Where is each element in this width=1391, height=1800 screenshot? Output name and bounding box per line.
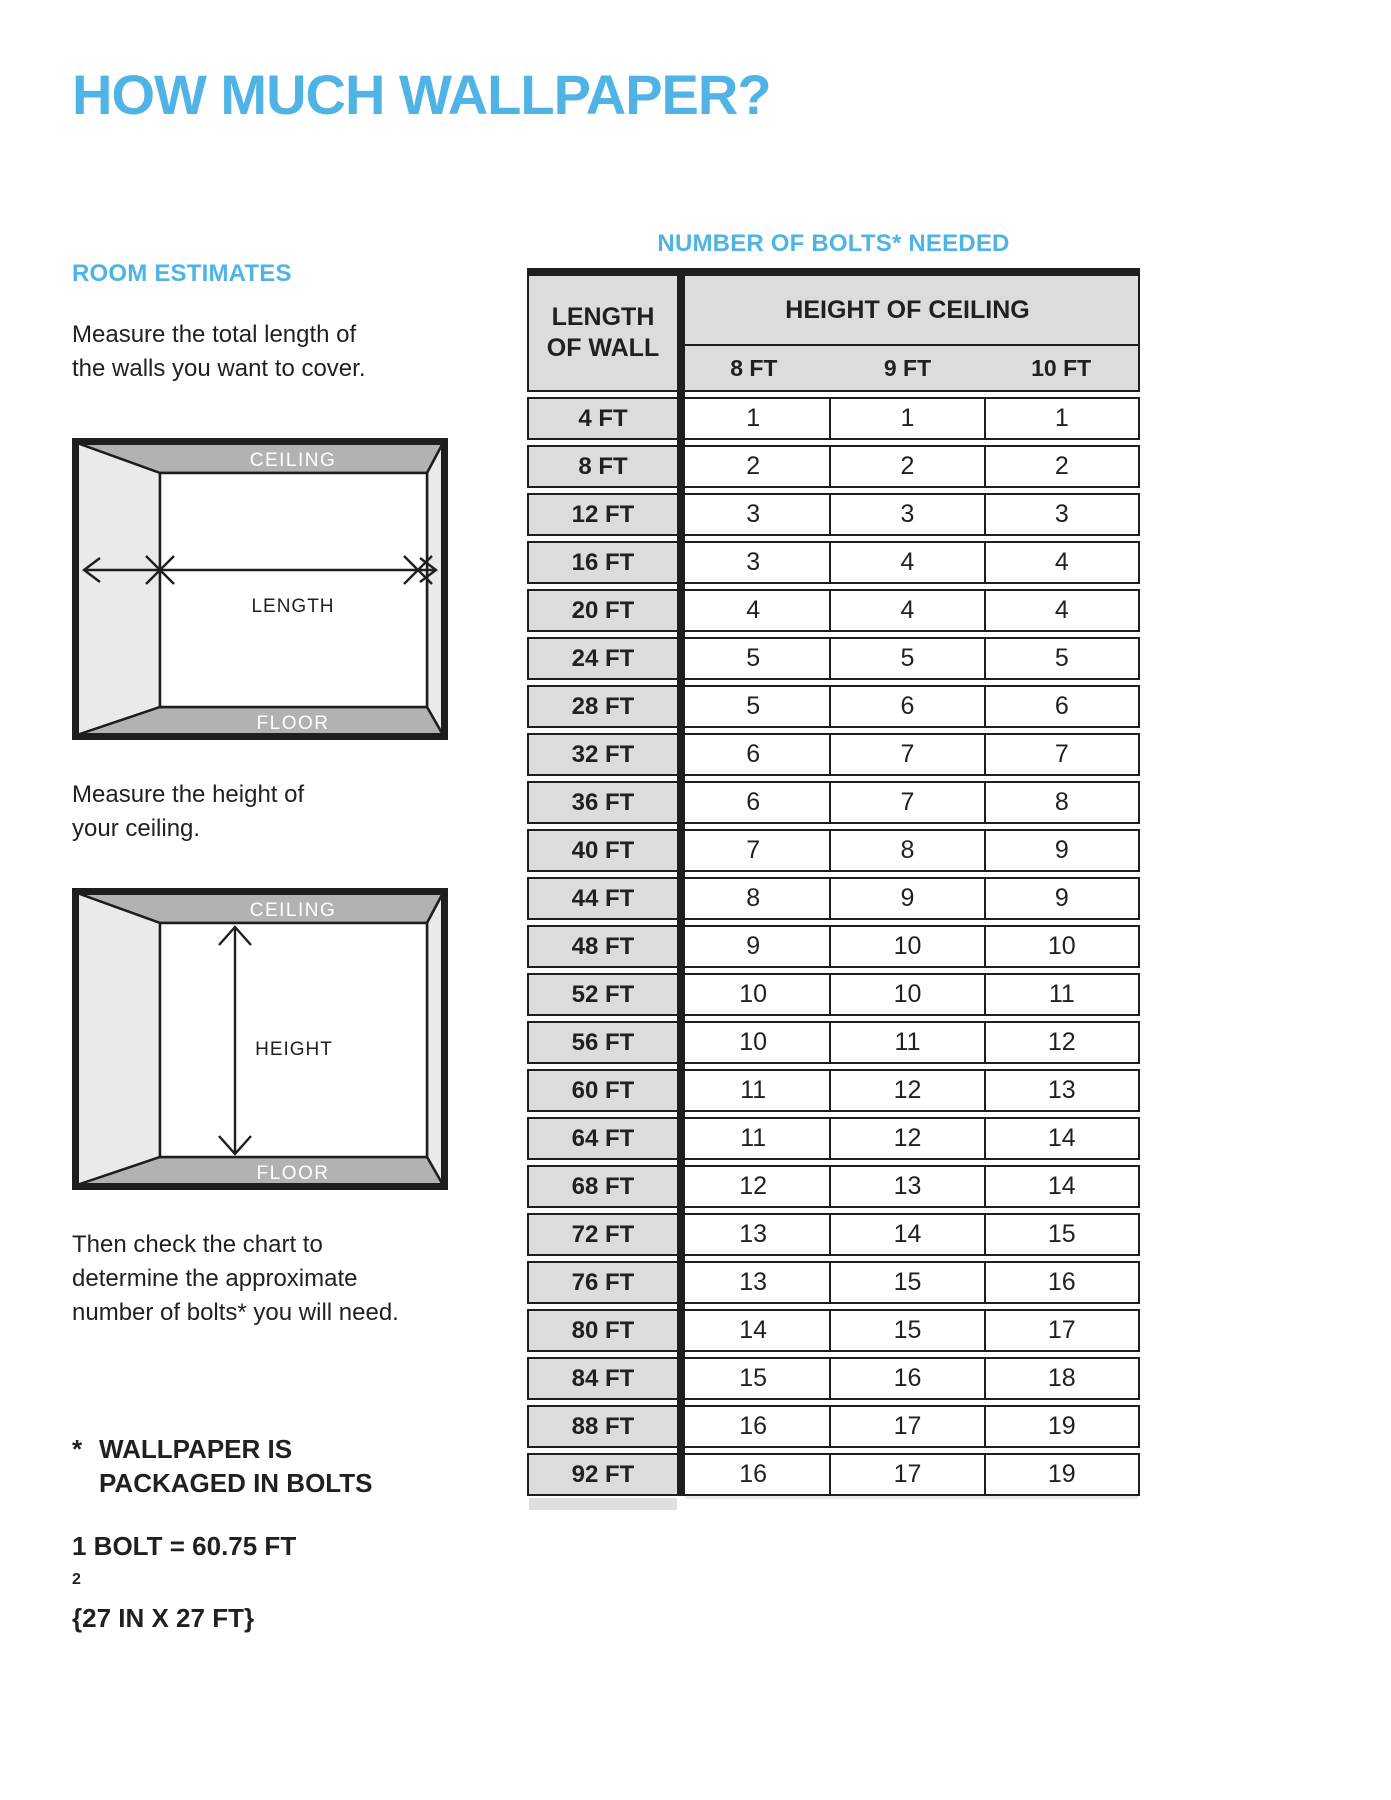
column-header: 8 FT bbox=[730, 354, 778, 381]
bolt-equation bbox=[72, 1530, 296, 1602]
table-row bbox=[527, 1117, 1140, 1160]
cell: 2 bbox=[986, 445, 1140, 488]
cell: 16 bbox=[677, 1453, 831, 1496]
cell: 14 bbox=[831, 1213, 985, 1256]
cell: 2 bbox=[831, 445, 985, 488]
cell: 7 bbox=[831, 781, 985, 824]
cell: 9 bbox=[677, 925, 831, 968]
column-headers bbox=[677, 276, 1140, 392]
table-row bbox=[527, 1213, 1140, 1256]
cell: 19 bbox=[986, 1405, 1140, 1448]
cell: 7 bbox=[677, 829, 831, 872]
cell: 6 bbox=[986, 685, 1140, 728]
table-row bbox=[527, 637, 1140, 680]
table-row bbox=[527, 1165, 1140, 1208]
table-row bbox=[527, 1261, 1140, 1304]
cell: 10 bbox=[831, 973, 985, 1016]
row-label: 80 FT bbox=[527, 1309, 677, 1352]
bolt-equation-superscript: 2 bbox=[72, 1571, 81, 1588]
footnote-line: PACKAGED IN BOLTS bbox=[99, 1468, 373, 1498]
bolts-table bbox=[527, 268, 1140, 1496]
table-row bbox=[527, 493, 1140, 536]
column-header: 9 FT bbox=[883, 354, 932, 381]
row-label: 4 FT bbox=[527, 397, 677, 440]
cell: 13 bbox=[831, 1165, 985, 1208]
cell: 11 bbox=[831, 1021, 985, 1064]
cell: 14 bbox=[986, 1165, 1140, 1208]
cell: 10 bbox=[677, 973, 831, 1016]
instruction-step-2 bbox=[72, 778, 304, 846]
row-label: 72 FT bbox=[527, 1213, 677, 1256]
cell: 1 bbox=[831, 397, 985, 440]
table-bottom-shadow bbox=[685, 1496, 1138, 1499]
left-wall-face bbox=[77, 893, 160, 1185]
cell: 1 bbox=[677, 397, 831, 440]
table-row bbox=[527, 1453, 1140, 1496]
cell: 8 bbox=[831, 829, 985, 872]
bolt-equation-text: 1 BOLT = 60.75 FT bbox=[72, 1531, 297, 1561]
cell: 12 bbox=[831, 1069, 985, 1112]
page-title: HOW MUCH WALLPAPER? bbox=[72, 63, 771, 126]
row-label: 92 FT bbox=[527, 1453, 677, 1496]
cell: 14 bbox=[677, 1309, 831, 1352]
cell: 14 bbox=[986, 1117, 1140, 1160]
instruction-step-3 bbox=[72, 1228, 399, 1330]
floor-label: FLOOR bbox=[256, 713, 330, 734]
table-thick-divider bbox=[677, 268, 685, 1496]
bolts-table-heading: NUMBER OF BOLTS* NEEDED bbox=[657, 230, 1010, 257]
cell: 16 bbox=[986, 1261, 1140, 1304]
row-label: 20 FT bbox=[527, 589, 677, 632]
table-row bbox=[527, 1069, 1140, 1112]
row-label: 68 FT bbox=[527, 1165, 677, 1208]
cell: 4 bbox=[986, 589, 1140, 632]
row-label: 8 FT bbox=[527, 445, 677, 488]
floor-label: FLOOR bbox=[256, 1163, 330, 1184]
instruction-line: Measure the height of bbox=[72, 781, 305, 808]
cell: 7 bbox=[986, 733, 1140, 776]
cell: 6 bbox=[677, 781, 831, 824]
instruction-line: number of bolts* you will need. bbox=[72, 1299, 399, 1326]
row-label: 76 FT bbox=[527, 1261, 677, 1304]
cell: 7 bbox=[831, 733, 985, 776]
row-label: 52 FT bbox=[527, 973, 677, 1016]
cell: 3 bbox=[677, 541, 831, 584]
wallpaper-bolts-footnote bbox=[72, 1432, 372, 1500]
column-header-row bbox=[677, 346, 1138, 392]
row-label: 28 FT bbox=[527, 685, 677, 728]
table-row bbox=[527, 1021, 1140, 1064]
back-wall-face bbox=[160, 473, 427, 707]
asterisk: * bbox=[72, 1434, 83, 1464]
cell: 3 bbox=[986, 493, 1140, 536]
instruction-line: determine the approximate bbox=[72, 1265, 358, 1292]
cell: 11 bbox=[677, 1069, 831, 1112]
table-row bbox=[527, 1405, 1140, 1448]
cell: 15 bbox=[677, 1357, 831, 1400]
row-label: 36 FT bbox=[527, 781, 677, 824]
cell: 15 bbox=[831, 1309, 985, 1352]
row-header-line: LENGTH bbox=[551, 303, 655, 331]
cell: 2 bbox=[677, 445, 831, 488]
instruction-line: the walls you want to cover. bbox=[72, 355, 366, 382]
row-label: 64 FT bbox=[527, 1117, 677, 1160]
cell: 6 bbox=[831, 685, 985, 728]
table-row bbox=[527, 1357, 1140, 1400]
table-row bbox=[527, 781, 1140, 824]
cell: 10 bbox=[677, 1021, 831, 1064]
cell: 15 bbox=[831, 1261, 985, 1304]
right-wall-face bbox=[427, 443, 443, 735]
cell: 4 bbox=[831, 541, 985, 584]
table-row bbox=[527, 829, 1140, 872]
column-header: 10 FT bbox=[1031, 354, 1092, 381]
cell: 4 bbox=[677, 589, 831, 632]
length-diagram bbox=[72, 438, 448, 740]
height-dimension-label: HEIGHT bbox=[255, 1039, 333, 1060]
table-row bbox=[527, 589, 1140, 632]
row-label: 48 FT bbox=[527, 925, 677, 968]
cell: 5 bbox=[831, 637, 985, 680]
cell: 8 bbox=[986, 781, 1140, 824]
table-row bbox=[527, 445, 1140, 488]
table-row bbox=[527, 925, 1140, 968]
cell: 11 bbox=[986, 973, 1140, 1016]
right-wall-face bbox=[427, 893, 443, 1185]
cell: 9 bbox=[986, 877, 1140, 920]
row-label: 32 FT bbox=[527, 733, 677, 776]
cell: 10 bbox=[831, 925, 985, 968]
footnote-line: WALLPAPER IS bbox=[99, 1434, 293, 1464]
row-label: 60 FT bbox=[527, 1069, 677, 1112]
cell: 5 bbox=[986, 637, 1140, 680]
instruction-step-1 bbox=[72, 318, 365, 386]
height-diagram bbox=[72, 888, 448, 1190]
cell: 3 bbox=[831, 493, 985, 536]
table-row bbox=[527, 973, 1140, 1016]
cell: 16 bbox=[831, 1357, 985, 1400]
table-header bbox=[527, 276, 1140, 392]
row-label: 12 FT bbox=[527, 493, 677, 536]
row-label: 40 FT bbox=[527, 829, 677, 872]
instruction-line: Measure the total length of bbox=[72, 321, 357, 348]
table-row bbox=[527, 733, 1140, 776]
column-group-header: HEIGHT OF CEILING bbox=[677, 276, 1138, 346]
cell: 17 bbox=[831, 1405, 985, 1448]
cell: 13 bbox=[677, 1213, 831, 1256]
cell: 13 bbox=[677, 1261, 831, 1304]
table-bottom-stub bbox=[529, 1498, 677, 1510]
instruction-line: Then check the chart to bbox=[72, 1231, 323, 1258]
cell: 1 bbox=[986, 397, 1140, 440]
cell: 3 bbox=[677, 493, 831, 536]
cell: 10 bbox=[986, 925, 1140, 968]
cell: 15 bbox=[986, 1213, 1140, 1256]
cell: 9 bbox=[986, 829, 1140, 872]
table-top-bar bbox=[527, 268, 1140, 276]
row-group-header bbox=[527, 276, 677, 392]
row-label: 56 FT bbox=[527, 1021, 677, 1064]
cell: 8 bbox=[677, 877, 831, 920]
table-row bbox=[527, 541, 1140, 584]
cell: 5 bbox=[677, 685, 831, 728]
cell: 13 bbox=[986, 1069, 1140, 1112]
row-label: 84 FT bbox=[527, 1357, 677, 1400]
cell: 11 bbox=[677, 1117, 831, 1160]
cell: 16 bbox=[677, 1405, 831, 1448]
cell: 12 bbox=[831, 1117, 985, 1160]
cell: 18 bbox=[986, 1357, 1140, 1400]
cell: 17 bbox=[986, 1309, 1140, 1352]
ceiling-label: CEILING bbox=[249, 900, 337, 921]
table-row bbox=[527, 397, 1140, 440]
row-label: 24 FT bbox=[527, 637, 677, 680]
instruction-line: your ceiling. bbox=[72, 815, 201, 842]
bolt-size-note bbox=[72, 1530, 296, 1635]
ceiling-label: CEILING bbox=[249, 450, 337, 471]
cell: 4 bbox=[831, 589, 985, 632]
row-label: 88 FT bbox=[527, 1405, 677, 1448]
cell: 12 bbox=[986, 1021, 1140, 1064]
cell: 9 bbox=[831, 877, 985, 920]
table-row bbox=[527, 685, 1140, 728]
left-wall-face bbox=[77, 443, 160, 735]
cell: 4 bbox=[986, 541, 1140, 584]
length-dimension-label: LENGTH bbox=[251, 596, 335, 617]
cell: 17 bbox=[831, 1453, 985, 1496]
bolt-dimensions: {27 IN X 27 FT} bbox=[72, 1602, 255, 1633]
row-label: 44 FT bbox=[527, 877, 677, 920]
cell: 19 bbox=[986, 1453, 1140, 1496]
cell: 5 bbox=[677, 637, 831, 680]
table-row bbox=[527, 877, 1140, 920]
cell: 6 bbox=[677, 733, 831, 776]
row-header-line: OF WALL bbox=[546, 334, 660, 362]
row-label: 16 FT bbox=[527, 541, 677, 584]
room-estimates-heading: ROOM ESTIMATES bbox=[72, 260, 292, 287]
table-row bbox=[527, 1309, 1140, 1352]
cell: 12 bbox=[677, 1165, 831, 1208]
